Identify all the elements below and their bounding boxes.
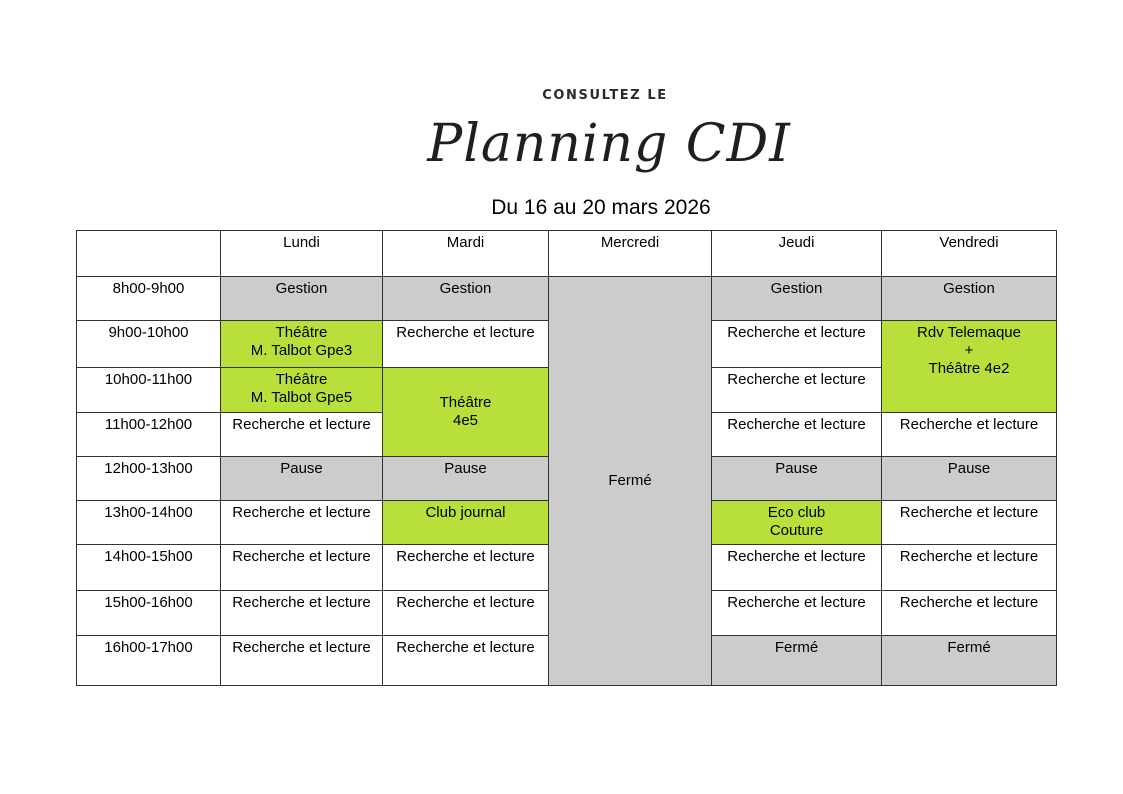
time-slot: 16h00-17h00 [77, 636, 221, 686]
day-header-vendredi: Vendredi [882, 231, 1057, 277]
slot-lundi: Recherche et lecture [221, 591, 383, 636]
day-header-mardi: Mardi [383, 231, 549, 277]
slot-lundi: Théâtre M. Talbot Gpe5 [221, 368, 383, 413]
slot-vendredi: Fermé [882, 636, 1057, 686]
slot-jeudi: Fermé [712, 636, 882, 686]
slot-mardi: Recherche et lecture [383, 545, 549, 591]
slot-mardi: Pause [383, 457, 549, 501]
slot-vendredi: Gestion [882, 277, 1057, 321]
slot-jeudi: Pause [712, 457, 882, 501]
time-slot: 14h00-15h00 [77, 545, 221, 591]
time-slot: 9h00-10h00 [77, 321, 221, 368]
slot-lundi: Recherche et lecture [221, 501, 383, 545]
slot-jeudi: Recherche et lecture [712, 368, 882, 413]
slot-jeudi: Recherche et lecture [712, 545, 882, 591]
day-header-jeudi: Jeudi [712, 231, 882, 277]
page-title: Planning CDI [427, 114, 791, 174]
slot-vendredi: Recherche et lecture [882, 501, 1057, 545]
time-slot: 13h00-14h00 [77, 501, 221, 545]
slot-mardi: Club journal [383, 501, 549, 545]
slot-mardi: Théâtre 4e5 [383, 368, 549, 457]
schedule-table [76, 230, 1057, 686]
time-slot: 11h00-12h00 [77, 413, 221, 457]
slot-jeudi: Gestion [712, 277, 882, 321]
slot-lundi: Recherche et lecture [221, 636, 383, 686]
slot-mardi: Gestion [383, 277, 549, 321]
slot-vendredi: Rdv Telemaque + Théâtre 4e2 [882, 321, 1057, 413]
slot-jeudi: Recherche et lecture [712, 413, 882, 457]
time-slot: 12h00-13h00 [77, 457, 221, 501]
slot-vendredi: Recherche et lecture [882, 413, 1057, 457]
time-slot: 15h00-16h00 [77, 591, 221, 636]
time-slot: 10h00-11h00 [77, 368, 221, 413]
day-header-lundi: Lundi [221, 231, 383, 277]
header-row [77, 231, 1057, 277]
slot-jeudi: Recherche et lecture [712, 591, 882, 636]
time-slot: 8h00-9h00 [77, 277, 221, 321]
slot-mercredi-closed: Fermé [549, 277, 712, 686]
slot-lundi: Théâtre M. Talbot Gpe3 [221, 321, 383, 368]
kicker-text: CONSULTEZ LE [542, 88, 668, 103]
slot-jeudi: Eco club Couture [712, 501, 882, 545]
slot-lundi: Pause [221, 457, 383, 501]
slot-vendredi: Recherche et lecture [882, 545, 1057, 591]
slot-jeudi: Recherche et lecture [712, 321, 882, 368]
table-row [77, 277, 1057, 321]
slot-lundi: Gestion [221, 277, 383, 321]
date-range: Du 16 au 20 mars 2026 [491, 196, 711, 219]
slot-vendredi: Pause [882, 457, 1057, 501]
slot-mardi: Recherche et lecture [383, 591, 549, 636]
slot-lundi: Recherche et lecture [221, 545, 383, 591]
slot-mardi: Recherche et lecture [383, 636, 549, 686]
day-header-mercredi: Mercredi [549, 231, 712, 277]
slot-lundi: Recherche et lecture [221, 413, 383, 457]
corner-cell [77, 231, 221, 277]
slot-vendredi: Recherche et lecture [882, 591, 1057, 636]
slot-mardi: Recherche et lecture [383, 321, 549, 368]
